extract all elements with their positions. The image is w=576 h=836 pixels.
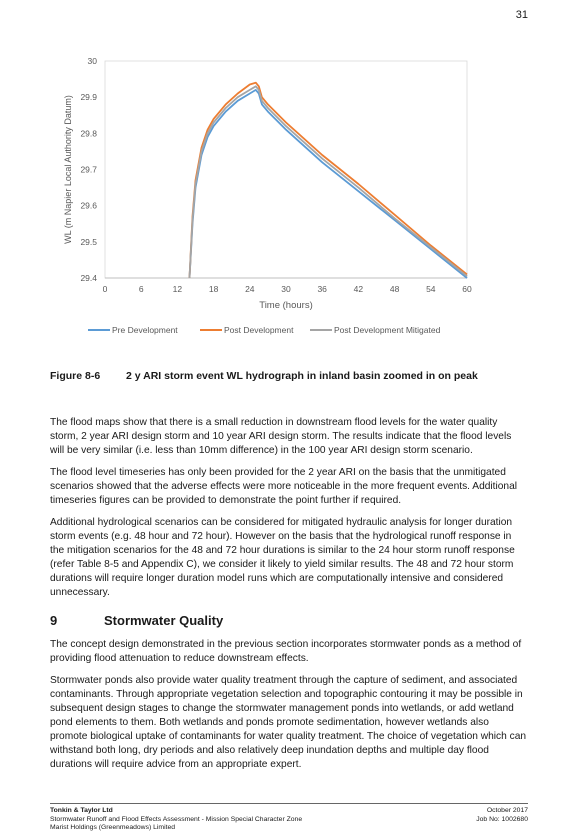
x-tick-label: 18 xyxy=(208,284,219,294)
y-axis-label: WL (m Napier Local Authority Datum) xyxy=(63,95,73,244)
figure-caption xyxy=(50,370,478,382)
body-text-top xyxy=(50,416,528,608)
x-tick-label: 60 xyxy=(462,284,472,294)
x-tick-label: 36 xyxy=(317,284,327,294)
section-heading xyxy=(50,613,223,628)
x-axis-label: Time (hours) xyxy=(259,300,313,311)
footer-company: Tonkin & Taylor Ltd xyxy=(50,807,113,814)
legend-label: Post Development xyxy=(224,325,294,335)
footer-date: October 2017 xyxy=(486,807,528,814)
section-number: 9 xyxy=(50,613,58,628)
x-tick-label: 0 xyxy=(102,284,108,294)
page-footer xyxy=(50,803,528,833)
paragraph: Stormwater ponds also provide water quality treatment through the capture of sediment, and associated contaminants. Through appropriate vegetation selection and topographic contouring it may be possible in subsequent design stages to change the stormwater management ponds into wetlands, or add wetland pond elements to them. Both wetlands and ponds promote sedimentation, however wetlands also promote biological uptake of contaminants for water quality treatment. The choice of vegetation which can withstand both long, dry periods and also relatively deep inundation depths and multiple day flood durations will require advice from an appropriate expert. xyxy=(50,675,527,770)
page-number: 31 xyxy=(515,9,528,21)
x-tick-label: 6 xyxy=(138,284,144,294)
x-tick-label: 12 xyxy=(172,284,183,294)
paragraph: The flood maps show that there is a small reduction in downstream flood levels for the water quality storm, 2 year ARI design storm and 10 year ARI design storm. The results indicate that the flood levels will be very similar (i.e. less than 10mm difference) in the 100 year ARI design storm scenario. xyxy=(50,417,512,456)
figure-caption-text: 2 y ARI storm event WL hydrograph in inland basin zoomed in on peak xyxy=(126,370,478,382)
paragraph: Additional hydrological scenarios can be considered for mitigated hydraulic analysis for longer duration storm events (e.g. 48 hour and 72 hour). However on the basis that the hydrological runoff response in the mitigation scenarios for the 48 and 72 hour durations is similar to the 24 hour storm runoff response (refer Table 8-5 and Appendix C), we consider it likely to yield similar results. The 48 and 72 hour storm durations will require longer duration model runs which are computationally intensive and considered unnecessary. xyxy=(50,517,515,598)
y-tick-label: 29.7 xyxy=(80,164,97,175)
plot-area xyxy=(105,61,467,278)
x-tick-label: 24 xyxy=(245,284,255,294)
section-title: Stormwater Quality xyxy=(104,613,224,628)
wl-hydrograph-chart xyxy=(58,52,490,344)
series-line xyxy=(190,86,468,278)
series-line xyxy=(190,90,468,278)
footer-job: Job No: 1002680 xyxy=(476,815,528,823)
body-text-bottom xyxy=(50,638,528,780)
paragraph: The flood level timeseries has only been provided for the 2 year ARI on the basis that the unmitigated scenarios showed that the adverse effects were more noticeable in the more frequent events. Additional timeseries figures can be provided to demonstrate the point further if required. xyxy=(50,467,518,506)
footer-client: Marist Holdings (Greenmeadows) Limited xyxy=(50,824,176,832)
legend-label: Pre Development xyxy=(112,325,178,335)
y-tick-label: 29.9 xyxy=(80,92,97,103)
legend-label: Post Development Mitigated xyxy=(334,325,441,335)
x-tick-label: 54 xyxy=(426,284,436,294)
paragraph: The concept design demonstrated in the previous section incorporates stormwater ponds as a method of providing flood attenuation to reduce downstream effects. xyxy=(50,639,522,664)
y-tick-label: 30 xyxy=(87,56,97,66)
series-line xyxy=(190,83,468,278)
y-tick-label: 29.5 xyxy=(80,236,97,247)
x-tick-label: 30 xyxy=(281,284,291,294)
y-tick-label: 29.8 xyxy=(80,128,97,139)
y-tick-label: 29.4 xyxy=(80,273,97,283)
x-tick-label: 48 xyxy=(389,284,400,294)
x-tick-label: 42 xyxy=(353,284,364,294)
y-tick-label: 29.6 xyxy=(80,200,97,211)
footer-report: Stormwater Runoff and Flood Effects Assessment - Mission Special Character Zone xyxy=(50,815,303,823)
figure-number: Figure 8-6 xyxy=(50,370,101,382)
